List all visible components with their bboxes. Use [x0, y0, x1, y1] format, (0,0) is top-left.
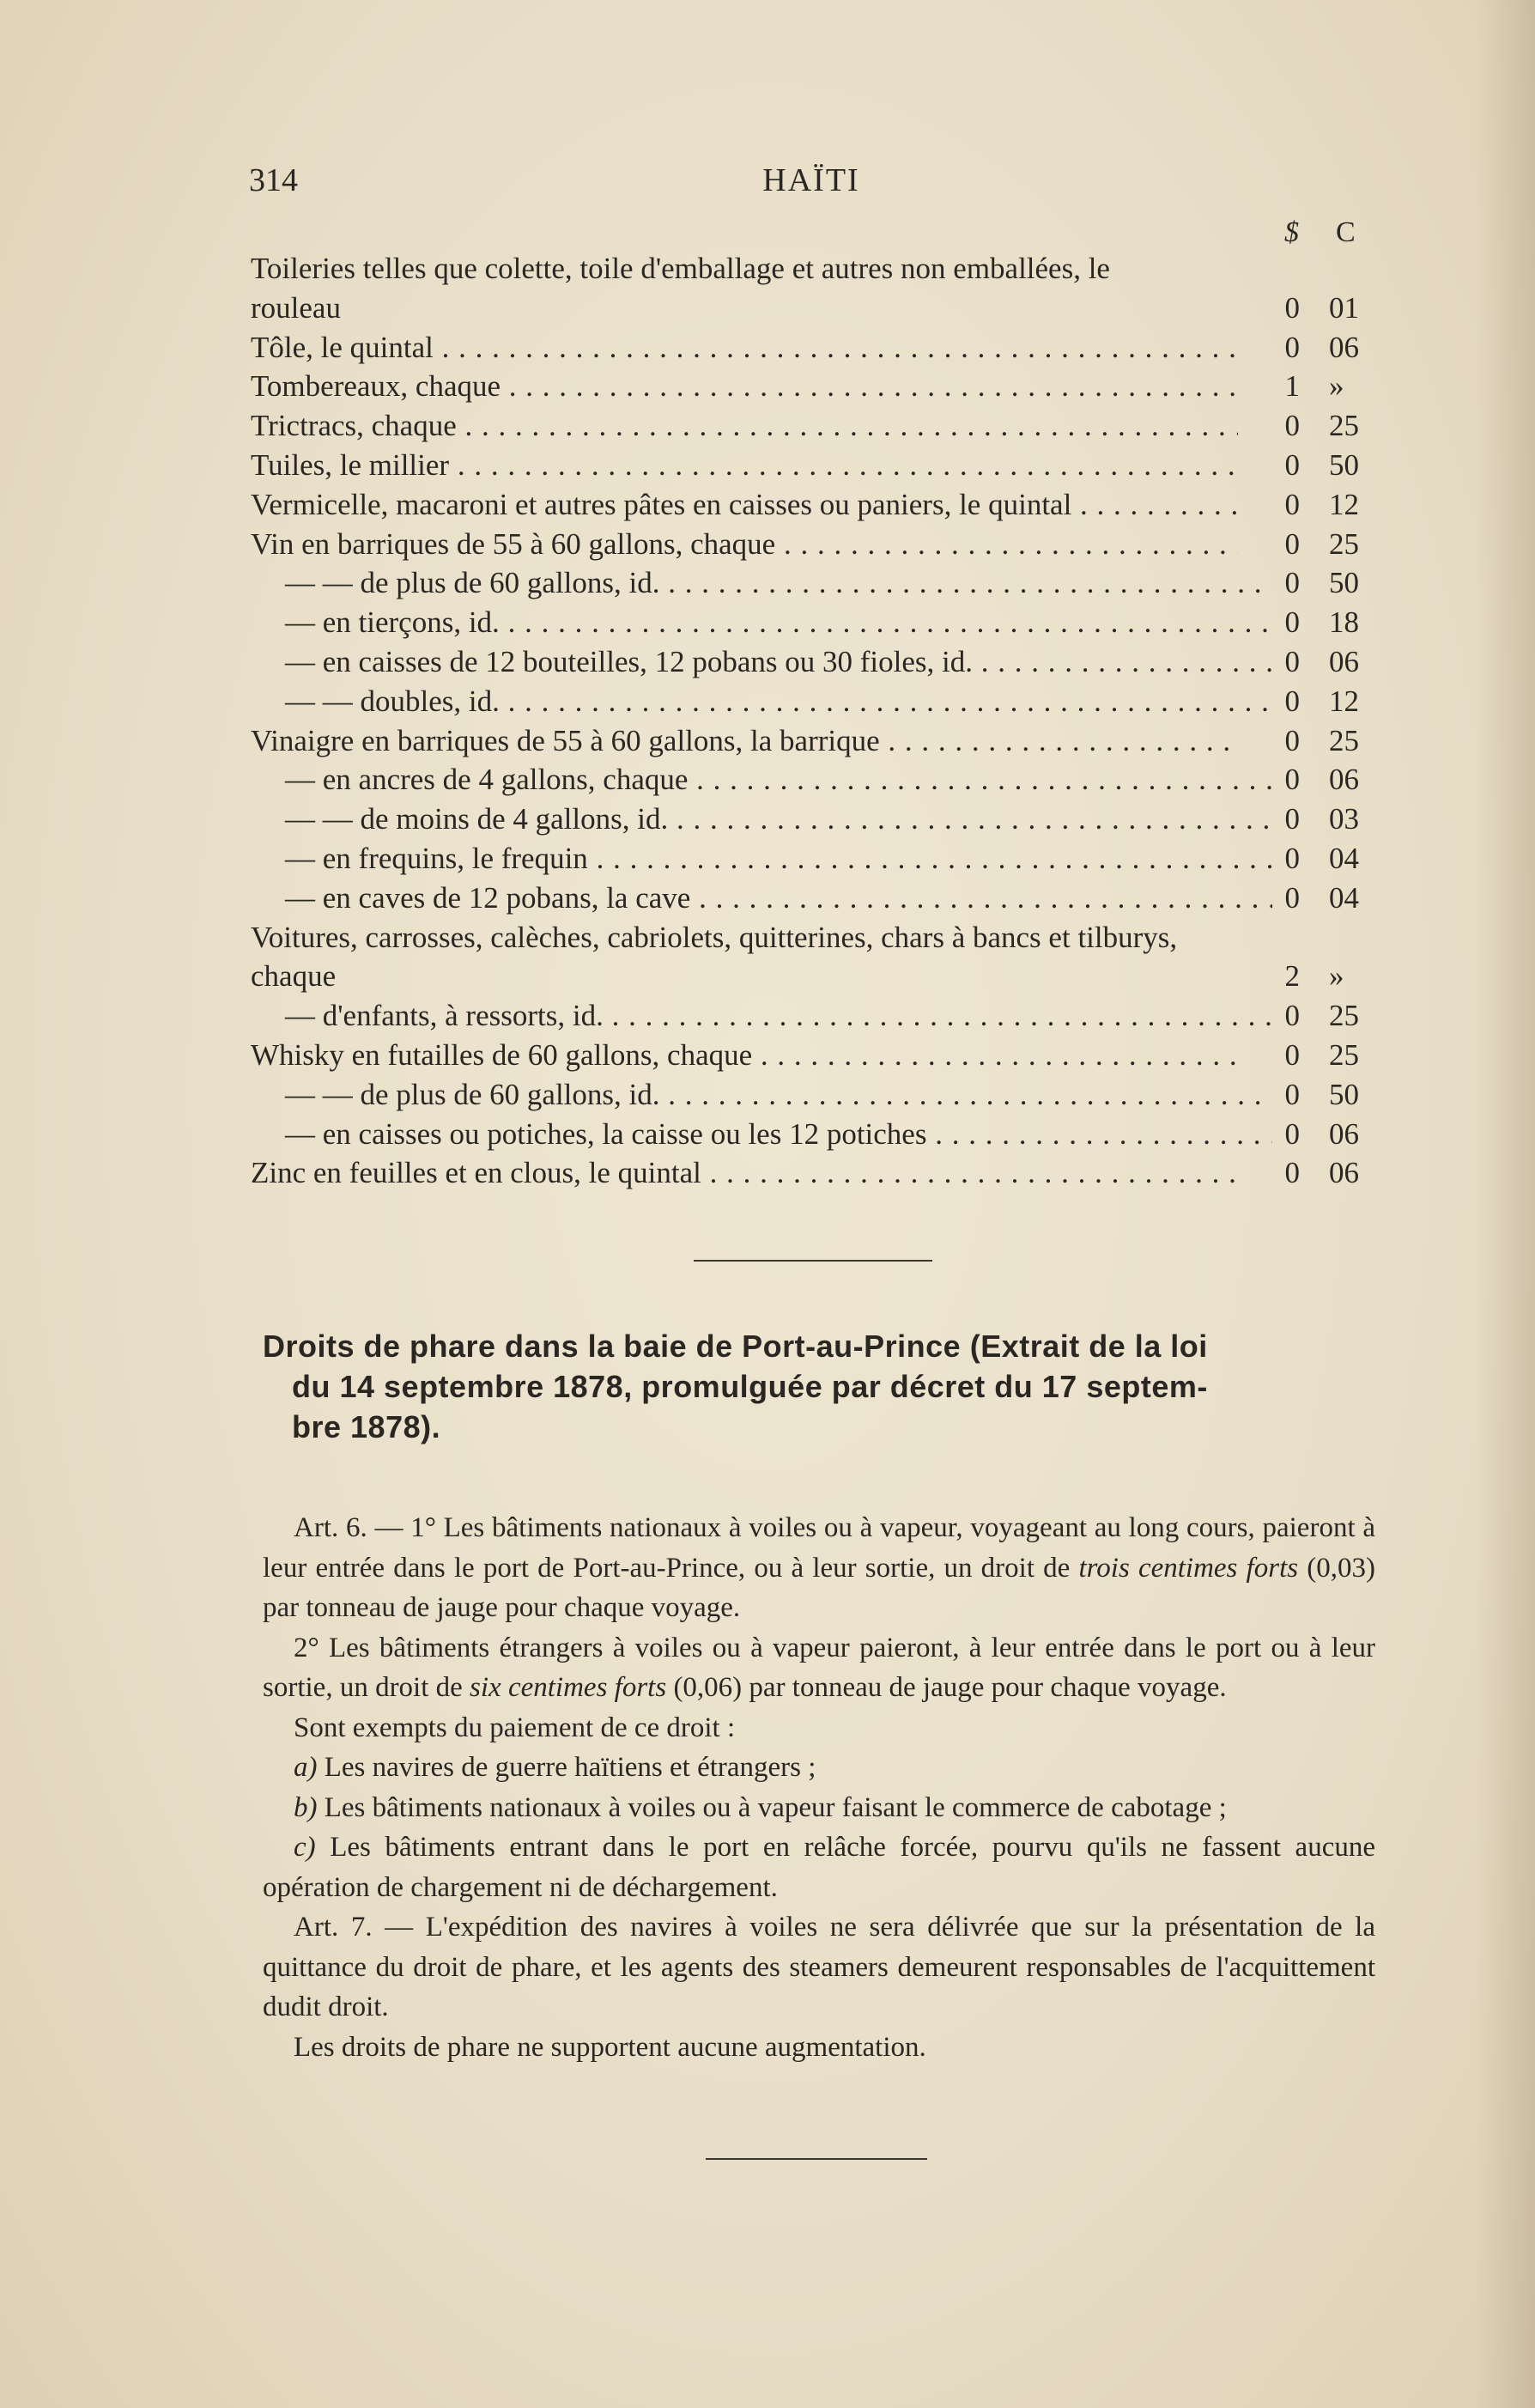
tariff-label: — en caisses de 12 bouteilles, 12 pobans ou 30 fioles, id. . . .	[251, 642, 1272, 682]
tariff-centimes: 25	[1329, 409, 1359, 443]
tariff-label: Voitures, carrosses, calèches, cabriolets, quitterines, chars à bancs et tilburys, chaque	[251, 920, 1178, 994]
tariff-table	[251, 249, 1375, 1193]
exemptions-intro: Sont exempts du paiement de ce droit :	[294, 1712, 736, 1743]
tariff-label: Tombereaux, chaque . . .	[251, 367, 1238, 406]
section-heading-line: du 14 septembre 1878, promulguée par décret du 17 septem-	[292, 1369, 1208, 1404]
tariff-centimes: 06	[1329, 330, 1359, 364]
tariff-centimes: 04	[1329, 841, 1359, 875]
tariff-row	[251, 328, 1375, 368]
tariff-francs: 0	[1284, 1077, 1300, 1111]
tariff-label: Tôle, le quintal . . .	[251, 328, 1238, 368]
tariff-label: Vermicelle, macaroni et autres pâtes en caisses ou paniers, le quintal . . .	[251, 485, 1238, 525]
tariff-row	[251, 525, 1375, 564]
tariff-row	[251, 249, 1375, 328]
tariff-francs: 0	[1284, 999, 1300, 1033]
section-heading-line: bre 1878).	[292, 1409, 441, 1444]
article-6-para-2	[263, 1628, 1375, 1708]
tariff-label: Vin en barriques de 55 à 60 gallons, chaque . . .	[251, 525, 1238, 564]
tariff-row	[251, 603, 1375, 642]
text-run: Les bâtiments entrant dans le port en relâche forcée, pourvu qu'ils ne fassent aucune opération de chargement ni de déchargement.	[263, 1832, 1375, 1903]
tariff-row	[251, 800, 1375, 839]
tariff-centimes: 25	[1329, 723, 1359, 757]
law-text	[263, 1508, 1375, 2067]
tariff-label: — — de plus de 60 gallons, id. . . .	[251, 563, 1272, 603]
tariff-francs: 0	[1284, 644, 1300, 678]
list-marker: b)	[294, 1791, 318, 1823]
tariff-label: — en tierçons, id. . . .	[251, 603, 1272, 642]
tariff-row	[251, 446, 1375, 485]
text-run: Art. 6. — 1° Les bâtiments nationaux à voiles ou à vapeur, voyageant au long cours, paieront à leur entrée dans le port de Port-au-Prince, ou à leur sortie, un droit de	[263, 1512, 1375, 1584]
tariff-label: — en ancres de 4 gallons, chaque . . .	[251, 760, 1272, 800]
running-title: HAÏTI	[762, 162, 860, 198]
tariff-centimes: 25	[1329, 526, 1359, 561]
closing-paragraph: Les droits de phare ne supportent aucune augmentation.	[294, 2031, 926, 2063]
page-edge-shadow	[1475, 0, 1535, 2408]
column-header-centimes: C	[1336, 216, 1356, 248]
tariff-centimes: 03	[1329, 802, 1359, 836]
tariff-row	[251, 918, 1375, 997]
tariff-francs: 0	[1284, 1037, 1300, 1072]
tariff-row	[251, 1036, 1375, 1075]
tariff-francs: 0	[1284, 409, 1300, 443]
tariff-centimes: 12	[1329, 684, 1359, 718]
end-divider	[706, 2158, 927, 2160]
tariff-row	[251, 760, 1375, 800]
page-number: 314	[249, 162, 298, 198]
tariff-row	[251, 1075, 1375, 1115]
tariff-centimes: 50	[1329, 1077, 1359, 1111]
tariff-centimes: »	[1329, 369, 1344, 404]
tariff-label: — en caves de 12 pobans, la cave . . .	[251, 879, 1272, 918]
tariff-label: — — de plus de 60 gallons, id. . . .	[251, 1075, 1272, 1115]
list-marker: c)	[294, 1832, 316, 1863]
tariff-francs: 0	[1284, 526, 1300, 561]
article-7-paragraph: Art. 7. — L'expédition des navires à voiles ne sera délivrée que sur la présentation de la quittance du droit de phare, et les agents des steamers demeurent responsables de l'acquittement dudit droit.	[263, 1912, 1375, 2022]
tariff-label: — en caisses ou potiches, la caisse ou les 12 potiches . . .	[251, 1115, 1272, 1154]
tariff-francs: 0	[1284, 330, 1300, 364]
tariff-centimes: »	[1329, 959, 1344, 994]
tariff-row	[251, 879, 1375, 918]
tariff-francs: 0	[1284, 841, 1300, 875]
tariff-francs: 0	[1284, 1116, 1300, 1151]
tariff-label: Toileries telles que colette, toile d'emballage et autres non emballées, le rouleau	[251, 252, 1110, 325]
tariff-row	[251, 1153, 1375, 1193]
tariff-row	[251, 721, 1375, 761]
tariff-centimes: 18	[1329, 605, 1359, 640]
tariff-francs: 0	[1284, 605, 1300, 640]
text-run: 2° Les bâtiments étrangers à voiles ou à vapeur paieront, à leur entrée dans le port ou à leur sortie, un droit de	[263, 1632, 1375, 1703]
tariff-francs: 1	[1284, 369, 1300, 404]
tariff-francs: 0	[1284, 566, 1300, 600]
tariff-centimes: 50	[1329, 566, 1359, 600]
column-header-francs: $	[1284, 216, 1299, 248]
tariff-centimes: 06	[1329, 644, 1359, 678]
tariff-francs: 0	[1284, 763, 1300, 797]
text-run: Les navires de guerre haïtiens et étrangers ;	[317, 1752, 816, 1783]
tariff-francs: 0	[1284, 487, 1300, 521]
tariff-row	[251, 642, 1375, 682]
exemption-b	[263, 1788, 1375, 1828]
tariff-label: — d'enfants, à ressorts, id. . . .	[251, 996, 1272, 1036]
tariff-centimes: 25	[1329, 1037, 1359, 1072]
tariff-centimes: 50	[1329, 447, 1359, 482]
tariff-label: Whisky en futailles de 60 gallons, chaque . . .	[251, 1036, 1238, 1075]
tariff-francs: 0	[1284, 723, 1300, 757]
tariff-francs: 0	[1284, 684, 1300, 718]
running-head	[249, 161, 1374, 204]
tariff-row	[251, 406, 1375, 446]
text-run: (0,03) par tonneau de jauge pour chaque voyage.	[263, 1552, 1375, 1623]
tariff-francs: 0	[1284, 802, 1300, 836]
section-heading	[263, 1326, 1375, 1447]
section-heading-line: Droits de phare dans la baie de Port-au-Prince (Extrait de la loi	[263, 1329, 1208, 1364]
tariff-row	[251, 839, 1375, 879]
tariff-label: Zinc en feuilles et en clous, le quintal . . .	[251, 1153, 1238, 1193]
exemption-c	[263, 1827, 1375, 1907]
tariff-francs: 2	[1284, 959, 1300, 994]
tariff-centimes: 12	[1329, 487, 1359, 521]
section-divider	[694, 1260, 932, 1262]
tariff-row	[251, 996, 1375, 1036]
tariff-label: — — doubles, id. . . .	[251, 682, 1272, 721]
tariff-francs: 0	[1284, 447, 1300, 482]
tariff-label: — — de moins de 4 gallons, id. . . .	[251, 800, 1272, 839]
tariff-centimes: 06	[1329, 1116, 1359, 1151]
text-run: (0,06) par tonneau de jauge pour chaque voyage.	[666, 1672, 1227, 1703]
tariff-row	[251, 682, 1375, 721]
tariff-label: Trictracs, chaque . . .	[251, 406, 1238, 446]
tariff-row	[251, 1115, 1375, 1154]
tariff-label: Tuiles, le millier . . .	[251, 446, 1238, 485]
article-6-paragraph	[263, 1508, 1375, 1628]
tariff-row	[251, 367, 1375, 406]
emphasis: trois centimes forts	[1078, 1552, 1299, 1584]
tariff-centimes: 06	[1329, 1156, 1359, 1190]
exemption-a	[263, 1748, 1375, 1788]
tariff-label: Vinaigre en barriques de 55 à 60 gallons, la barrique . . .	[251, 721, 1238, 761]
text-run: Les bâtiments nationaux à voiles ou à vapeur faisant le commerce de cabotage ;	[317, 1791, 1227, 1823]
tariff-label: — en frequins, le frequin . . .	[251, 839, 1272, 879]
tariff-row	[251, 563, 1375, 603]
tariff-row	[251, 485, 1375, 525]
tariff-centimes: 06	[1329, 763, 1359, 797]
tariff-francs: 0	[1284, 880, 1300, 915]
emphasis: six centimes forts	[470, 1672, 667, 1703]
list-marker: a)	[294, 1752, 318, 1783]
tariff-francs: 0	[1284, 1156, 1300, 1190]
tariff-centimes: 04	[1329, 880, 1359, 915]
tariff-centimes: 01	[1329, 290, 1359, 325]
tariff-centimes: 25	[1329, 999, 1359, 1033]
tariff-francs: 0	[1284, 290, 1300, 325]
